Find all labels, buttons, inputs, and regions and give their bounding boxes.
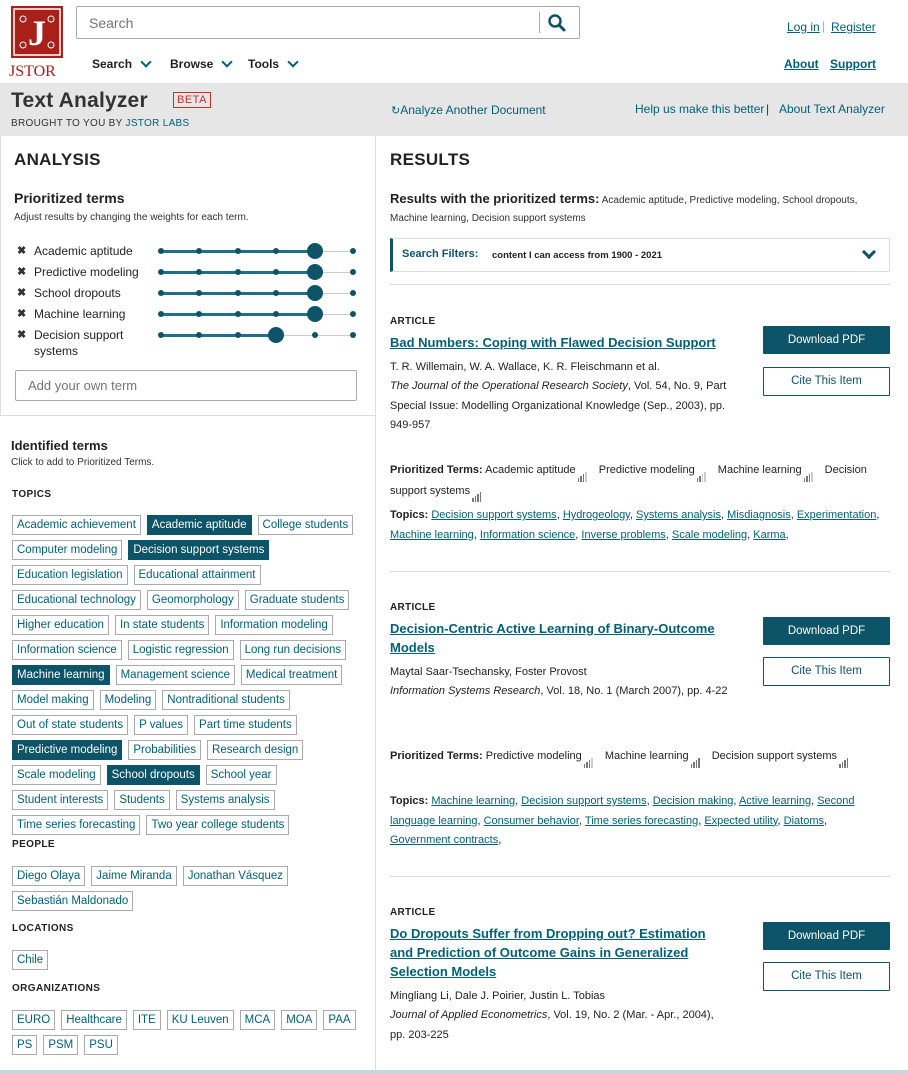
term-chip[interactable]: Medical treatment (241, 665, 342, 685)
article-journal: Journal of Applied Econometrics (390, 1009, 548, 1021)
term-chip[interactable]: Information science (12, 640, 122, 660)
cite-item-button[interactable]: Cite This Item (763, 367, 890, 396)
term-chip[interactable]: School dropouts (107, 765, 200, 785)
term-chip[interactable]: Machine learning (12, 665, 110, 685)
term-chip[interactable]: EURO (12, 1010, 55, 1030)
term-chip[interactable]: Healthcare (61, 1010, 127, 1030)
term-chip[interactable]: Diego Olaya (12, 866, 85, 886)
search-input[interactable] (77, 7, 539, 38)
article-type: ARTICLE (390, 602, 436, 613)
download-pdf-button[interactable]: Download PDF (763, 326, 890, 354)
prioritized-term-value: Decision support systems (711, 750, 838, 762)
chevron-down-icon (287, 56, 298, 67)
relevance-bars-icon (697, 462, 707, 482)
slider-handle[interactable] (268, 327, 284, 343)
slider-stop (350, 290, 356, 296)
slider-handle[interactable] (307, 285, 323, 301)
topic-link[interactable]: Government contracts (390, 834, 499, 846)
term-chip[interactable]: Jonathan Vásquez (183, 866, 288, 886)
relevance-bars-icon (691, 748, 701, 768)
slider-stop (273, 248, 279, 254)
term-chip[interactable]: Out of state students (12, 715, 128, 735)
term-weight-slider[interactable] (161, 313, 353, 316)
term-weight-slider[interactable] (161, 271, 353, 274)
search-filters[interactable] (390, 238, 890, 272)
article-citation (390, 377, 730, 436)
divider (390, 284, 890, 285)
relevance-bars-icon (578, 462, 588, 482)
download-pdf-button[interactable]: Download PDF (763, 617, 890, 645)
slider-stop (350, 248, 356, 254)
slider-stop (196, 269, 202, 275)
topic-link[interactable]: Experimentation (796, 509, 877, 521)
term-chip[interactable]: School year (206, 765, 277, 785)
slider-stop (158, 332, 164, 338)
topics-label: TOPICS (12, 489, 52, 500)
term-chip[interactable]: College students (258, 515, 354, 535)
topic-link[interactable]: Expected utility (704, 814, 778, 827)
term-chip[interactable]: PSM (43, 1035, 78, 1055)
prioritized-term-value: Decision support systems (390, 464, 867, 497)
prioritized-term-row (17, 242, 367, 262)
remove-term-icon[interactable]: ✖ (17, 245, 27, 257)
topic-links: Decision support systems, Hydrogeology, Systems analysis, Misdiagnosis, Experimentation, Machine learning, Information science, Inverse problems, Scale modeling, Karma, (390, 509, 880, 541)
slider-stop (235, 290, 241, 296)
about-link[interactable]: About (784, 57, 819, 71)
prioritized-term-value: Machine learning (604, 750, 689, 762)
results-prioritized-label: Results with the prioritized terms: (390, 191, 600, 206)
page-bottom-edge (0, 1070, 908, 1074)
topic-link[interactable]: Inverse problems (581, 528, 666, 541)
topic-link[interactable]: Hydrogeology (562, 509, 630, 521)
people-chips (12, 866, 364, 911)
people-label: PEOPLE (12, 839, 55, 850)
slider-stop (196, 311, 202, 317)
relevance-bars-icon (804, 462, 814, 482)
article-title-link[interactable]: Bad Numbers: Coping with Flawed Decision Support (390, 335, 716, 350)
term-chip[interactable]: Educational attainment (134, 565, 261, 585)
term-chip[interactable]: Predictive modeling (12, 740, 122, 760)
left-column (0, 136, 376, 1074)
slider-handle[interactable] (307, 264, 323, 280)
topic-link[interactable]: Karma (753, 528, 786, 541)
relevance-bars-icon (584, 748, 594, 768)
slider-stop (312, 332, 318, 338)
remove-term-icon[interactable]: ✖ (17, 329, 27, 341)
search-divider (539, 12, 540, 33)
article-journal: Information Systems Research (390, 685, 541, 697)
jstor-logo-mark (11, 6, 63, 58)
term-chip[interactable]: Students (114, 790, 169, 810)
prioritized-terms-label: Prioritized Terms: (390, 750, 483, 762)
nav-search[interactable] (92, 57, 150, 71)
svg-text:J: J (28, 13, 46, 53)
slider-stop (235, 332, 241, 338)
slider-stop (273, 269, 279, 275)
article-type: ARTICLE (390, 907, 436, 918)
cite-item-button[interactable]: Cite This Item (763, 962, 890, 991)
term-chip[interactable]: Academic aptitude (147, 515, 252, 535)
term-chip[interactable]: Jaime Miranda (91, 866, 176, 886)
prioritized-term-label: Predictive modeling (34, 265, 139, 279)
relevance-bars-icon (472, 483, 482, 503)
prioritized-term-label: Machine learning (34, 307, 126, 321)
topics-label: Topics: (390, 795, 429, 807)
topics-label: Topics: (390, 509, 429, 521)
term-chip[interactable]: Scale modeling (12, 765, 101, 785)
search-icon (547, 13, 567, 33)
term-chip[interactable]: Decision support systems (128, 540, 269, 560)
nav-tools-label: Tools (248, 57, 280, 71)
brought-by-text: BROUGHT TO YOU BY (11, 118, 123, 129)
topic-link[interactable]: Machine learning (431, 795, 516, 807)
organization-chips (12, 1010, 364, 1055)
term-chip[interactable]: P values (134, 715, 188, 735)
identified-terms-heading: Identified terms (11, 438, 108, 453)
slider-stop (273, 290, 279, 296)
remove-term-icon[interactable]: ✖ (17, 287, 27, 299)
article-citation (390, 682, 730, 702)
nav-browse-label: Browse (170, 57, 214, 71)
term-chip[interactable]: KU Leuven (167, 1010, 234, 1030)
page-title: Text Analyzer (11, 89, 148, 112)
article-authors: T. R. Willemain, W. A. Wallace, K. R. Fleischmann et al. (390, 361, 660, 373)
result-article (390, 602, 890, 862)
nav-search-label: Search (92, 57, 133, 71)
prioritized-term-label: School dropouts (34, 286, 121, 300)
term-weight-slider[interactable] (161, 250, 353, 253)
remove-term-icon[interactable]: ✖ (17, 308, 27, 320)
term-chip[interactable]: Modeling (100, 690, 157, 710)
result-article (390, 316, 890, 556)
nav-tools[interactable] (248, 57, 297, 71)
divider (390, 571, 890, 572)
result-article (390, 907, 890, 1067)
search-box (76, 6, 580, 39)
term-chip[interactable]: ITE (133, 1010, 161, 1030)
term-chip[interactable]: Computer modeling (12, 540, 122, 560)
term-weight-slider[interactable] (161, 292, 353, 295)
slider-stop (273, 311, 279, 317)
topic-link[interactable]: Systems analysis (636, 509, 721, 521)
jstor-logo-text: JSTOR (9, 63, 56, 80)
organizations-label: ORGANIZATIONS (12, 983, 101, 994)
slider-stop (350, 332, 356, 338)
term-chip[interactable]: Time series forecasting (12, 815, 140, 835)
download-pdf-button[interactable]: Download PDF (763, 922, 890, 950)
article-authors: Mingliang Li, Dale J. Poirier, Justin L. Tobias (390, 990, 606, 1002)
term-chip[interactable]: Nontraditional students (162, 690, 290, 710)
slider-stop (235, 269, 241, 275)
term-chip[interactable]: MOA (281, 1010, 317, 1030)
brought-by (11, 118, 189, 129)
remove-term-icon[interactable]: ✖ (17, 266, 27, 278)
location-chips (12, 950, 364, 970)
topic-link[interactable]: Misdiagnosis (727, 509, 791, 521)
jstor-logo[interactable] (9, 6, 65, 78)
term-chip[interactable]: PAA (323, 1010, 355, 1030)
topic-link[interactable]: Diatoms (783, 814, 824, 827)
slider-handle[interactable] (307, 306, 323, 322)
locations-label: LOCATIONS (12, 923, 74, 934)
term-chip[interactable]: Educational technology (12, 590, 141, 610)
prioritized-term-row (17, 263, 367, 283)
analyze-another-label: Analyze Another Document (400, 103, 546, 117)
prioritized-term-value: Machine learning (717, 464, 802, 476)
term-chip[interactable]: Sebastián Maldonado (12, 891, 133, 911)
term-chip[interactable]: Academic achievement (12, 515, 141, 535)
term-chip[interactable]: Student interests (12, 790, 108, 810)
term-chip[interactable]: Chile (12, 950, 48, 970)
add-term-input[interactable] (15, 370, 357, 401)
term-chip[interactable]: In state students (115, 615, 209, 635)
prioritized-term-row (17, 305, 367, 325)
prioritized-terms-subtitle: Adjust results by changing the weights for each term. (14, 212, 249, 223)
prioritized-terms-heading: Prioritized terms (14, 190, 125, 206)
header-separator: | (822, 19, 826, 33)
topic-link[interactable]: Information science (479, 528, 576, 541)
term-chip[interactable]: Model making (12, 690, 94, 710)
term-chip[interactable]: Probabilities (128, 740, 201, 760)
slider-stop (350, 269, 356, 275)
slider-stop (350, 311, 356, 317)
term-chip[interactable]: Logistic regression (128, 640, 234, 660)
article-citation (390, 1006, 730, 1045)
article-topics (390, 506, 890, 545)
slider-stop (196, 290, 202, 296)
register-link[interactable]: Register (831, 20, 876, 34)
slider-stop (158, 290, 164, 296)
chevron-down-icon (140, 56, 151, 67)
prioritized-term-label: Decision support systems (34, 328, 124, 358)
term-chip[interactable]: Graduate students (245, 590, 350, 610)
article-details: , Vol. 18, No. 1 (March 2007), pp. 4-22 (540, 685, 728, 697)
prioritized-terms-values (486, 750, 857, 762)
article-title-link[interactable]: Decision-Centric Active Learning of Binary-Outcome Models (390, 621, 715, 655)
topic-link[interactable]: Consumer behavior (483, 814, 579, 827)
analysis-panel (0, 136, 376, 416)
article-details: , Vol. 54, No. 9, Part Special Issue: Modelling Organizational Knowledge (Sep., 2003), pp. 949-957 (390, 380, 727, 431)
prioritized-terms-label: Prioritized Terms: (390, 464, 483, 476)
cite-item-button[interactable]: Cite This Item (763, 657, 890, 686)
search-filters-label: Search Filters: (402, 248, 479, 260)
topic-link[interactable]: Active learning (738, 795, 812, 807)
article-authors: Maytal Saar-Tsechansky, Foster Provost (390, 666, 587, 678)
prioritized-term-value: Academic aptitude (485, 464, 576, 476)
analyze-another-link[interactable] (391, 103, 546, 117)
topic-link[interactable]: Second language learning (390, 795, 855, 827)
term-chip[interactable]: Geomorphology (147, 590, 239, 610)
results-prioritized-terms (390, 190, 890, 228)
help-better-link[interactable]: Help us make this better (635, 102, 765, 116)
prioritized-term-value: Predictive modeling (598, 464, 695, 476)
article-topics (390, 792, 890, 851)
topic-link[interactable]: Decision support systems (431, 509, 557, 521)
term-chip[interactable]: Management science (116, 665, 235, 685)
slider-stop (196, 248, 202, 254)
topic-links: Machine learning, Decision support systems, Decision making, Active learning, Second language learning, Consumer behavior, Time series forecasting, Expected utility, Diatoms, Government contracts, (390, 795, 855, 846)
beta-badge: BETA (173, 92, 211, 108)
term-chip[interactable]: Research design (207, 740, 303, 760)
article-type: ARTICLE (390, 316, 436, 327)
about-text-analyzer-link[interactable]: About Text Analyzer (779, 102, 885, 116)
term-chip[interactable]: Education legislation (12, 565, 128, 585)
term-chip[interactable]: Systems analysis (176, 790, 275, 810)
jstor-labs-link[interactable]: JSTOR LABS (125, 118, 190, 129)
article-prioritized-terms (390, 461, 890, 502)
term-chip[interactable]: MCA (240, 1010, 276, 1030)
analysis-heading: ANALYSIS (14, 150, 101, 169)
prioritized-term-value: Predictive modeling (485, 750, 582, 762)
divider (390, 876, 890, 877)
chevron-down-icon (222, 56, 233, 67)
login-link[interactable]: Log in (787, 20, 820, 34)
titlebar-separator: | (766, 102, 770, 116)
slider-handle[interactable] (307, 243, 323, 259)
topic-link[interactable]: Time series forecasting (584, 814, 699, 827)
slider-stop (235, 248, 241, 254)
term-chip[interactable]: PS (12, 1035, 37, 1055)
term-chip[interactable]: Part time students (194, 715, 297, 735)
slider-stop (158, 269, 164, 275)
site-header (0, 0, 908, 83)
term-chip[interactable]: Two year college students (146, 815, 289, 835)
chevron-down-icon[interactable] (862, 245, 876, 259)
text-analyzer-bar (0, 83, 908, 136)
results-prioritized-list: Academic aptitude, Predictive modeling, School dropouts, Machine learning, Decision support systems (390, 195, 858, 224)
identified-terms-subtitle: Click to add to Prioritized Terms. (11, 457, 155, 468)
slider-stop (235, 311, 241, 317)
nav-browse[interactable] (170, 57, 231, 71)
support-link[interactable]: Support (830, 57, 876, 71)
results-heading: RESULTS (390, 150, 471, 169)
prioritized-term-row (17, 284, 367, 304)
topic-chips (12, 515, 364, 835)
topic-link[interactable]: Machine learning (390, 528, 474, 541)
article-details: , Vol. 19, No. 2 (Mar. - Apr., 2004), pp. 203-225 (390, 1009, 714, 1041)
term-chip[interactable]: Long run decisions (240, 640, 347, 660)
article-prioritized-terms (390, 747, 890, 768)
article-title-link[interactable]: Do Dropouts Suffer from Dropping out? Estimation and Prediction of Outcome Gains in Generalized Selection Models (390, 926, 706, 979)
slider-stop (158, 248, 164, 254)
prioritized-term-label: Academic aptitude (34, 244, 133, 258)
topic-link[interactable]: Decision support systems (521, 795, 647, 807)
slider-stop (196, 332, 202, 338)
term-weight-slider[interactable] (161, 334, 353, 337)
slider-stop (158, 311, 164, 317)
relevance-bars-icon (839, 748, 849, 768)
term-chip[interactable]: Higher education (12, 615, 109, 635)
term-chip[interactable]: PSU (84, 1035, 118, 1055)
prioritized-term-row (17, 326, 367, 358)
term-chip[interactable]: Information modeling (215, 615, 332, 635)
topic-link[interactable]: Decision making (652, 795, 734, 807)
search-button[interactable] (547, 13, 573, 33)
refresh-icon: ↻ (391, 105, 401, 117)
article-journal: The Journal of the Operational Research Society (390, 380, 628, 392)
search-filters-value: content I can access from 1900 - 2021 (492, 250, 663, 261)
topic-link[interactable]: Scale modeling (671, 528, 748, 541)
